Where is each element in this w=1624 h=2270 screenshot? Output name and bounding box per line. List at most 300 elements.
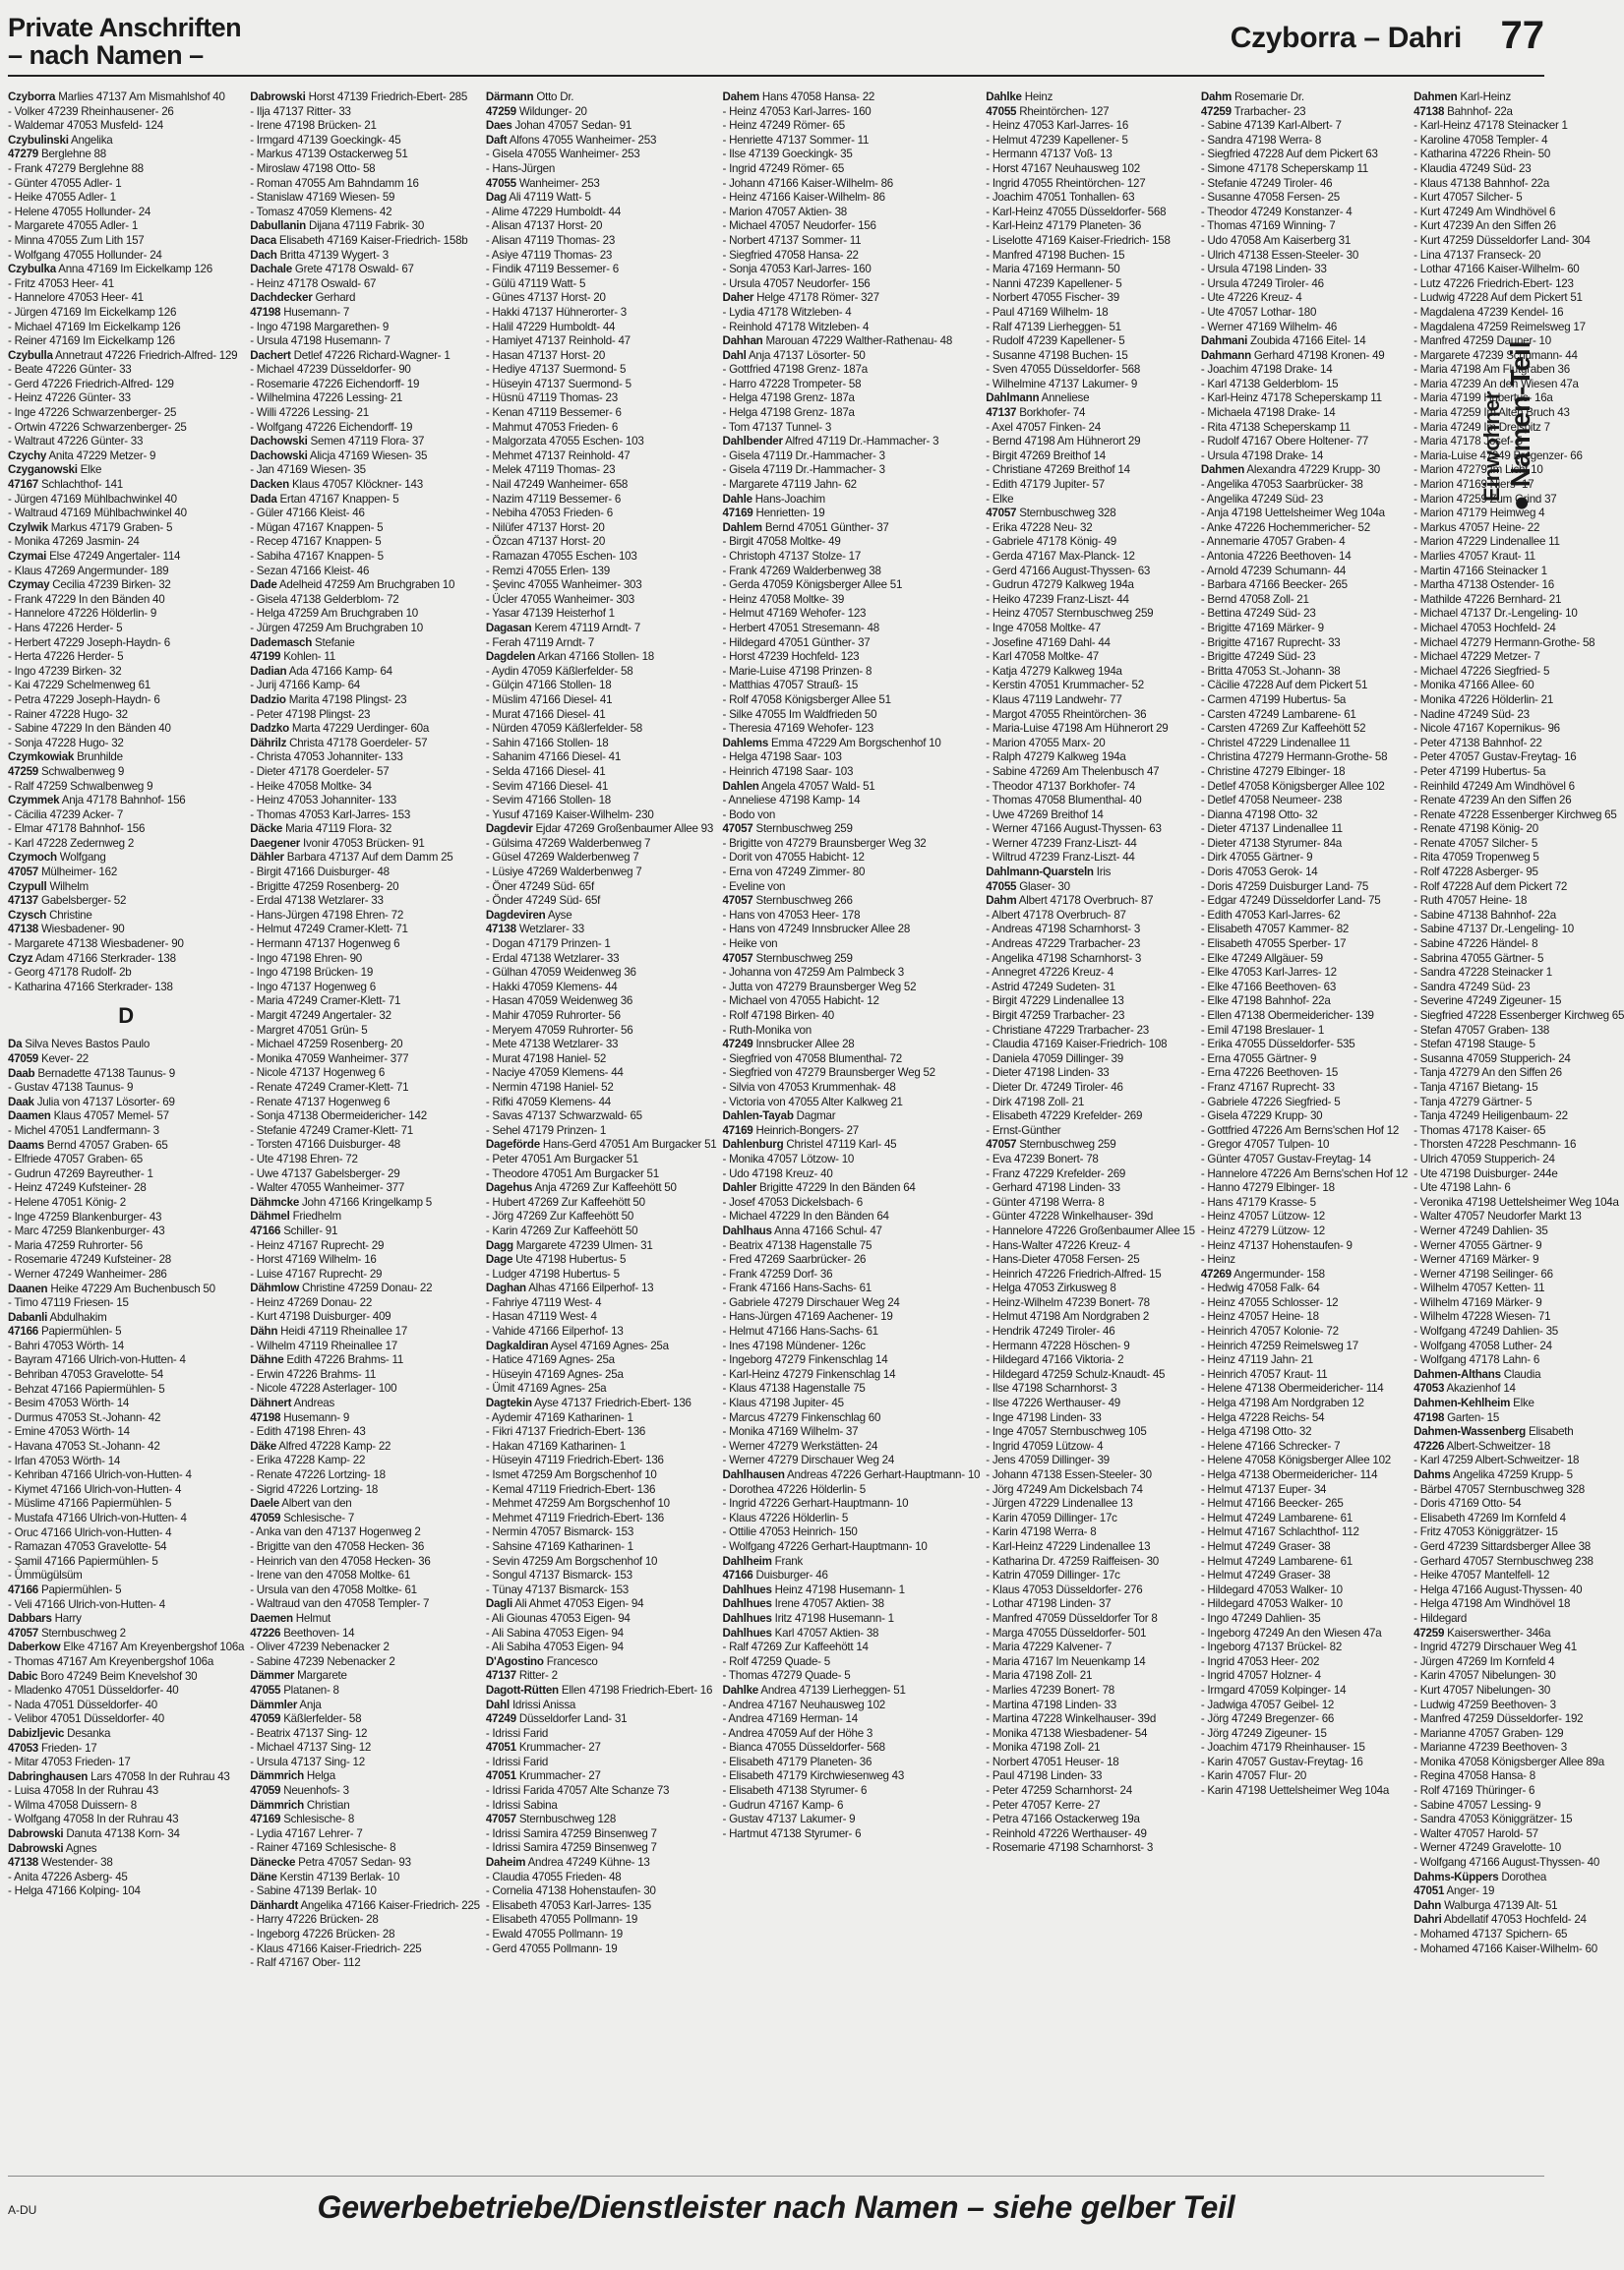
directory-entry: - Elke 47053 Karl-Jarres- 12	[1200, 966, 1337, 980]
directory-entry: - Helga 47198 Am Nordgraben 12	[1200, 1397, 1364, 1410]
directory-entry: - Helene 47058 Königsberger Allee 102	[1200, 1454, 1391, 1467]
directory-entry: - Erdal 47138 Wetzlarer- 33	[485, 951, 620, 965]
directory-entry: 47057 Sternbuschweg 259	[986, 1138, 1116, 1152]
directory-entry: - Heinz 47269 Donau- 22	[250, 1295, 373, 1309]
directory-entry: - Brigitte 47259 Rosenberg- 20	[250, 879, 399, 893]
directory-entry: - Klaus 47226 Hölderlin- 5	[722, 1511, 849, 1524]
directory-entry: - Magdalena 47259 Reimelsweg 17	[1413, 320, 1586, 333]
directory-entry: 47198 Husemann- 7	[250, 305, 350, 319]
directory-entry: - Sabine 47057 Lessing- 9	[1413, 1798, 1541, 1812]
directory-entry: - Wolfgang 47226 Gerhart-Hauptmann- 10	[722, 1539, 928, 1553]
directory-entry: - Harro 47228 Trompeter- 58	[722, 377, 862, 390]
directory-entry: - Oruc 47166 Ulrich-von-Hutten- 4	[8, 1525, 172, 1539]
directory-entry: - Victoria von 47055 Alter Kalkweg 21	[722, 1095, 903, 1108]
directory-entry: - Renate 47057 Silcher- 5	[1413, 836, 1538, 850]
directory-entry: - Monika 47198 Zoll- 21	[986, 1741, 1101, 1755]
directory-entry: Dabanli Abdulhakim	[8, 1310, 107, 1324]
directory-entry: - Christel 47229 Lindenallee 11	[1200, 736, 1351, 749]
directory-entry: - Hildegard 47051 Günther- 37	[722, 635, 871, 649]
directory-entry: - Fahriye 47119 West- 4	[485, 1295, 602, 1309]
directory-entry: 47279 Berglehne 88	[8, 148, 106, 161]
directory-entry: Dahhan Marouan 47229 Walther-Rathenau- 48	[722, 334, 953, 348]
directory-entry: - Nicole 47167 Kopernikus- 96	[1413, 722, 1560, 736]
directory-entry: - Uwe 47137 Gabelsberger- 29	[250, 1166, 400, 1180]
directory-entry: Czymoch Wolfgang	[8, 851, 106, 865]
directory-entry: - Sabine 47138 Bahnhof- 22a	[1413, 908, 1556, 922]
directory-entry: - Heinz 47055 Schlosser- 12	[1200, 1295, 1339, 1309]
section-letter: D	[118, 1003, 134, 1029]
directory-entry: - Christine 47279 Elbinger- 18	[1200, 764, 1346, 778]
directory-entry: - Cäcilie 47228 Auf dem Pickert 51	[1200, 679, 1368, 692]
directory-entry: - Kurt 47259 Düsseldorfer Land- 304	[1413, 233, 1591, 247]
directory-column	[1201, 90, 1408, 2164]
directory-entry: 47059 Schlesische- 7	[250, 1511, 355, 1524]
directory-entry: - Ingo 47198 Margarethen- 9	[250, 320, 390, 333]
directory-entry: - Ramazan 47055 Eschen- 103	[485, 550, 637, 563]
directory-entry: - Veronika 47198 Uettelsheimer Weg 104a	[1413, 1195, 1619, 1209]
directory-entry: - Angelika 47198 Scharnhorst- 3	[986, 951, 1142, 965]
directory-entry: - Wilma 47058 Duissern- 8	[8, 1798, 137, 1812]
directory-entry: - Sandra 47198 Werra- 8	[1200, 133, 1322, 147]
directory-entry: 47166 Schiller- 91	[250, 1224, 338, 1237]
directory-entry: - Ursula 47137 Sing- 12	[250, 1755, 365, 1768]
directory-entry: Dänecke Petra 47057 Sedan- 93	[250, 1856, 411, 1870]
footer-note: Gewerbebetriebe/Dienstleister nach Namen – siehe gelber Teil	[317, 2189, 1235, 2225]
directory-entry: - Kenan 47119 Bessemer- 6	[485, 406, 622, 420]
directory-entry: - Behzat 47166 Papiermühlen- 5	[8, 1382, 165, 1396]
directory-entry: - Idrissi Farid	[485, 1755, 549, 1768]
directory-entry: - Marga 47055 Düsseldorfer- 501	[986, 1626, 1147, 1640]
directory-entry: - Elisabeth 47055 Sperber- 17	[1200, 937, 1347, 951]
directory-entry: - Gottfried 47226 Am Berns'schen Hof 12	[1200, 1123, 1400, 1137]
directory-entry: Dahlmann Anneliese	[986, 391, 1090, 405]
directory-entry: - Idrissi Farida 47057 Alte Schanze 73	[485, 1784, 670, 1798]
directory-entry: - Nail 47249 Wanheimer- 658	[485, 478, 629, 492]
directory-entry: - Hans von 47249 Innsbrucker Allee 28	[722, 923, 911, 936]
directory-entry: - Marc 47259 Blankenburger- 43	[8, 1225, 165, 1238]
directory-entry: - Sehel 47179 Prinzen- 1	[485, 1123, 607, 1137]
directory-entry: 47137 Gabelsberger- 52	[8, 894, 127, 908]
directory-entry: - Margarete 47119 Jahn- 62	[722, 478, 857, 492]
directory-entry: - Werner 47166 August-Thyssen- 63	[986, 822, 1162, 836]
directory-entry: - Jadwiga 47057 Geibel- 12	[1200, 1698, 1335, 1711]
directory-entry: - Renate 47249 Cramer-Klett- 71	[250, 1080, 409, 1094]
directory-entry: - Renate 47198 König- 20	[1413, 822, 1538, 836]
directory-entry: - Elke 47198 Bahnhof- 22a	[1200, 994, 1331, 1008]
directory-entry: - Brigitte 47167 Ruprecht- 33	[1200, 635, 1341, 649]
directory-entry: - Lydia 47167 Lehrer- 7	[250, 1826, 363, 1840]
directory-entry: - Mohamed 47137 Spichern- 65	[1413, 1928, 1568, 1941]
directory-entry: - Dieter 47138 Styrumer- 84a	[1200, 836, 1342, 850]
directory-entry: - Elisabeth 47179 Kirchwiesenweg 43	[722, 1769, 905, 1783]
directory-entry: - Alisan 47119 Thomas- 23	[485, 233, 616, 247]
directory-entry: - Günter 47057 Gustav-Freytag- 14	[1200, 1152, 1371, 1165]
directory-entry: Dähler Barbara 47137 Auf dem Damm 25	[250, 851, 453, 865]
directory-entry: 47059 Käßlerfelder- 58	[250, 1712, 362, 1726]
directory-entry: - Maria 47229 Kalvener- 7	[986, 1641, 1113, 1654]
directory-entry: - Marie-Luise 47198 Prinzen- 8	[722, 664, 872, 678]
directory-entry: - Ingo 47249 Dahlien- 35	[1200, 1611, 1321, 1625]
directory-entry: - Beate 47226 Günter- 33	[8, 363, 132, 377]
directory-entry: - Helga 47228 Reichs- 54	[1200, 1410, 1325, 1424]
directory-entry: - Gerhard 47198 Linden- 33	[986, 1181, 1120, 1195]
directory-column	[250, 90, 480, 2164]
directory-entry: - Rita 47059 Tropenweg 5	[1413, 851, 1539, 865]
directory-entry: - Reinhold 47178 Witzleben- 4	[722, 320, 870, 333]
directory-entry: - Marion 47055 Marx- 20	[986, 736, 1106, 749]
directory-entry: - Nazim 47119 Bessemer- 6	[485, 492, 622, 506]
directory-entry: - Gerda 47059 Königsberger Allee 51	[722, 578, 903, 592]
directory-entry: - Hüseyin 47119 Friedrich-Ebert- 136	[485, 1454, 664, 1467]
directory-entry: - Michaela 47198 Drake- 14	[1200, 406, 1336, 420]
directory-entry: - Aydin 47059 Käßlerfelder- 58	[485, 664, 633, 678]
directory-entry: - Detlef 47058 Königsberger Allee 102	[1200, 779, 1385, 793]
directory-entry: - Mügan 47167 Knappen- 5	[250, 520, 384, 534]
directory-entry: - Peter 47199 Hubertus- 5a	[1413, 764, 1546, 778]
directory-entry: Dach Britta 47139 Wygert- 3	[250, 248, 389, 262]
directory-entry: - Helene 47055 Hollunder- 24	[8, 205, 151, 218]
directory-entry: - Ali Giounas 47053 Eigen- 94	[485, 1611, 631, 1625]
directory-entry: - Jörg 47269 Zur Kaffeehött 50	[485, 1210, 634, 1224]
directory-entry: - Mathilde 47226 Bernhard- 21	[1413, 592, 1562, 606]
directory-entry: - Anita 47226 Asberg- 45	[8, 1870, 128, 1883]
directory-entry: - Rudolf 47239 Kapellener- 5	[986, 334, 1125, 348]
directory-entry: - Heinz 47249 Kufsteiner- 28	[8, 1181, 147, 1195]
directory-entry: - Herbert 47229 Joseph-Haydn- 6	[8, 635, 170, 649]
directory-entry: - Günter 47055 Adler- 1	[8, 176, 122, 190]
directory-entry: - Peter 47051 Am Burgacker 51	[485, 1152, 638, 1165]
directory-entry: - Martha 47138 Ostender- 16	[1413, 578, 1554, 592]
directory-entry: - Heinz 47057 Sternbuschweg 259	[986, 607, 1154, 621]
directory-entry: - Yusuf 47169 Kaiser-Wilhelm- 230	[485, 807, 654, 821]
directory-entry: Dahlhues Karl 47057 Aktien- 38	[722, 1626, 879, 1640]
directory-entry: Dahlhues Iritz 47198 Husemann- 1	[722, 1611, 894, 1625]
directory-entry: - Susanne 47058 Fersen- 25	[1200, 191, 1340, 205]
directory-entry: - Peter 47057 Kerre- 27	[986, 1798, 1101, 1812]
directory-entry: - Ilse 47226 Werthauser- 49	[986, 1397, 1120, 1410]
directory-entry: - Ralf 47269 Zur Kaffeehött 14	[722, 1641, 869, 1654]
directory-entry: Dage Ute 47198 Hubertus- 5	[485, 1253, 627, 1267]
directory-entry: Dagtekin Ayse 47137 Friedrich-Ebert- 136	[485, 1397, 692, 1410]
directory-entry: - Erwin 47226 Brahms- 11	[250, 1367, 377, 1381]
directory-entry: - Manfred 47198 Buchen- 15	[986, 248, 1125, 262]
directory-entry: - Hanno 47279 Elbinger- 18	[1200, 1181, 1335, 1195]
directory-entry: Czymkowiak Brunhilde	[8, 750, 123, 764]
directory-entry: - Stefan 47198 Stauge- 5	[1413, 1038, 1535, 1051]
directory-entry: - Thorsten 47228 Peschmann- 16	[1413, 1138, 1577, 1152]
directory-entry: Czyborra Marlies 47137 Am Mismahlshof 40	[8, 90, 225, 103]
directory-entry: - Doris 47053 Gerok- 14	[1200, 866, 1318, 879]
directory-entry: - Gabriele 47178 König- 49	[986, 535, 1116, 549]
directory-entry: - Heinrich 47198 Saar- 103	[722, 764, 854, 778]
directory-entry: - Maria-Luise 47249 Bregenzer- 66	[1413, 448, 1583, 462]
directory-entry: - Beatrix 47137 Sing- 12	[250, 1726, 368, 1740]
directory-entry: - Nermin 47198 Haniel- 52	[485, 1080, 614, 1094]
directory-entry: - Dorit von 47055 Habicht- 12	[722, 851, 865, 865]
directory-entry: Dahlhues Irene 47057 Aktien- 38	[722, 1597, 884, 1611]
directory-entry: Dahmen-Wassenberg Elisabeth	[1413, 1425, 1574, 1439]
directory-entry: - Margot 47055 Rheintörchen- 36	[986, 707, 1147, 721]
directory-entry: Dahri Abdellatif 47053 Hochfeld- 24	[1413, 1913, 1587, 1927]
directory-entry: - Werner 47279 Werkstätten- 24	[722, 1439, 878, 1453]
directory-entry: - Paul 47169 Wilhelm- 18	[986, 305, 1109, 319]
directory-entry: - Rolf 47228 Auf dem Pickert 72	[1413, 879, 1568, 893]
directory-entry: Dadian Ada 47166 Kamp- 64	[250, 664, 392, 678]
directory-entry: Daamen Klaus 47057 Memel- 57	[8, 1109, 169, 1123]
directory-entry: - Helga 47053 Zirkusweg 8	[986, 1282, 1116, 1295]
directory-entry: - Michael 47259 Rosenberg- 20	[250, 1038, 403, 1051]
directory-entry: - Kai 47229 Schelmenweg 61	[8, 679, 150, 692]
directory-entry: - Liselotte 47169 Kaiser-Friedrich- 158	[986, 233, 1171, 247]
directory-entry: - Werner 47198 Seilinger- 66	[1413, 1267, 1553, 1281]
directory-entry: - Ute 47198 Ehren- 72	[250, 1152, 358, 1165]
directory-entry: - Thomas 47053 Karl-Jarres- 153	[250, 807, 411, 821]
directory-entry: 47057 Sternbuschweg 2	[8, 1626, 126, 1640]
directory-entry: - Elisabeth 47055 Pollmann- 19	[485, 1913, 638, 1927]
directory-entry: - Angelika 47053 Saarbrücker- 38	[1200, 478, 1363, 492]
directory-entry: 47053 Frieden- 17	[8, 1741, 97, 1755]
directory-entry: - Jürgen 47269 Im Kornfeld 4	[1413, 1654, 1555, 1668]
directory-entry: - Maria 47249 Im Dreispitz 7	[1413, 420, 1550, 434]
directory-entry: 47055 Rheintörchen- 127	[986, 104, 1110, 118]
directory-entry: - Ruth-Monika von	[722, 1023, 812, 1037]
directory-entry: - Matthias 47057 Strauß- 15	[722, 679, 859, 692]
directory-entry: - Idrissi Farid	[485, 1726, 549, 1740]
directory-entry: - Fritz 47053 Königgrätzer- 15	[1413, 1525, 1558, 1539]
directory-entry: - Mahir 47059 Ruhrorter- 56	[485, 1009, 621, 1022]
directory-entry: - Jürgen 47259 Am Bruchgraben 10	[250, 621, 423, 634]
directory-entry: - Ursula 47057 Neudorfer- 156	[722, 276, 871, 290]
directory-entry: Dahlen Angela 47057 Wald- 51	[722, 779, 875, 793]
directory-entry: - Idrissi Sabina	[485, 1798, 558, 1812]
directory-entry: - Monika 47138 Wiesbadener- 54	[986, 1726, 1148, 1740]
directory-entry: - Reinhold 47226 Werthauser- 49	[986, 1826, 1147, 1840]
directory-entry: - Şevinc 47055 Wanheimer- 303	[485, 578, 642, 592]
directory-entry: - Arnold 47239 Schumann- 44	[1200, 564, 1347, 577]
directory-entry: - Gülsima 47269 Walderbenweg 7	[485, 836, 651, 850]
directory-entry: - Ernst-Günther	[986, 1123, 1061, 1137]
directory-entry: - Karl-Heinz 47179 Planeten- 36	[986, 219, 1142, 233]
directory-entry: - Wolfgang 47058 Luther- 24	[1413, 1339, 1552, 1352]
directory-entry: - Klaus 47138 Hagenstalle 75	[722, 1382, 866, 1396]
directory-entry: - Sabine 47226 Händel- 8	[1413, 937, 1538, 951]
directory-entry: - Gülçin 47166 Stollen- 18	[485, 679, 612, 692]
directory-entry: - Ute 47226 Kreuz- 4	[1200, 291, 1302, 305]
directory-entry: - Sandra 47053 Königgrätzer- 15	[1413, 1813, 1573, 1826]
directory-entry: Dachowski Alicja 47169 Wiesen- 35	[250, 448, 428, 462]
directory-entry: - Horst 47239 Hochfeld- 123	[722, 650, 860, 664]
directory-entry: Dahmann Gerhard 47198 Kronen- 49	[1200, 348, 1385, 362]
directory-entry: - Maria 47199 Hubertus- 16a	[1413, 391, 1553, 405]
directory-entry: - Erdal 47138 Wetzlarer- 33	[250, 894, 384, 908]
directory-entry: - Karin 47057 Gustav-Freytag- 16	[1200, 1755, 1363, 1768]
directory-entry: - Karl-Heinz 47229 Lindenallee 13	[986, 1539, 1151, 1553]
directory-entry: - Ursula 47198 Drake- 14	[1200, 448, 1324, 462]
directory-entry: - Karl-Heinz 47178 Steinacker 1	[1413, 119, 1568, 133]
directory-entry: - Brigitte 47249 Süd- 23	[1200, 650, 1316, 664]
directory-entry: 47269 Angermunder- 158	[1200, 1267, 1325, 1281]
directory-entry: - Katharina 47166 Sterkrader- 138	[8, 980, 173, 993]
directory-entry: - Hubert 47269 Zur Kaffeehött 50	[485, 1195, 645, 1209]
directory-entry: - Idrissi Samira 47259 Binsenweg 7	[485, 1841, 657, 1855]
directory-entry: - Michael 47226 Siegfried- 5	[1413, 664, 1550, 678]
directory-entry: - Gustav 47138 Taunus- 9	[8, 1081, 134, 1095]
directory-entry: - Helmut 47239 Kapellener- 5	[986, 133, 1128, 147]
directory-entry: - Hakan 47169 Katharinen- 1	[485, 1439, 626, 1453]
directory-entry: - Elisabeth 47269 Im Kornfeld 4	[1413, 1511, 1566, 1524]
directory-entry: - Maria 47259 Ruhrorter- 56	[8, 1238, 143, 1252]
directory-entry: - Fritz 47053 Heer- 41	[8, 276, 114, 290]
directory-entry: - Miroslaw 47198 Otto- 58	[250, 161, 376, 175]
section-tab-line1: Einwohner	[1479, 390, 1504, 502]
directory-entry: - Tanja 47279 Gärtner- 5	[1413, 1095, 1533, 1108]
directory-entry: - Renate 47226 Lortzing- 18	[250, 1468, 386, 1481]
directory-entry: 47169 Henrietten- 19	[722, 507, 825, 520]
directory-entry: - Doris 47259 Duisburger Land- 75	[1200, 879, 1369, 893]
directory-entry: - Karl-Heinz 47055 Düsseldorfer- 568	[986, 205, 1167, 218]
directory-entry: - Hendrik 47249 Tiroler- 46	[986, 1325, 1115, 1339]
directory-entry: Dahms Angelika 47259 Krupp- 5	[1413, 1468, 1573, 1481]
directory-entry: - Mustafa 47166 Ulrich-von-Hutten- 4	[8, 1512, 187, 1524]
directory-entry: Daegener Ivonir 47053 Brücken- 91	[250, 836, 425, 850]
directory-entry: Däke Alfred 47228 Kamp- 22	[250, 1439, 391, 1453]
directory-entry: Dag Ali 47119 Watt- 5	[485, 191, 591, 205]
directory-entry: - Naciye 47059 Klemens- 44	[485, 1066, 624, 1080]
directory-entry: - Katharina 47226 Rhein- 50	[1413, 148, 1551, 161]
directory-entry: - Jürgen 47169 Mühlbachwinkel 40	[8, 492, 177, 506]
directory-entry: - Renate 47137 Hogenweg 6	[250, 1095, 391, 1108]
directory-entry: - Hannelore 47053 Heer- 41	[8, 291, 144, 305]
directory-entry: Dadzio Marita 47198 Plingst- 23	[250, 692, 407, 706]
directory-entry: - Wilhelmine 47137 Lakumer- 9	[986, 377, 1138, 390]
directory-entry: Dähne Edith 47226 Brahms- 11	[250, 1353, 404, 1367]
directory-entry: - Ingeborg 47249 An den Wiesen 47a	[1200, 1626, 1382, 1640]
directory-entry: - Cäcilia 47239 Acker- 7	[8, 807, 124, 821]
directory-entry: - Ellen 47138 Obermeidericher- 139	[1200, 1009, 1374, 1022]
directory-entry: - Hüseyin 47169 Agnes- 25a	[485, 1367, 624, 1381]
directory-entry: - Irene van den 47058 Moltke- 61	[250, 1569, 411, 1583]
directory-entry: - Sabine 47139 Karl-Albert- 7	[1200, 119, 1342, 133]
directory-entry: - Ingo 47198 Brücken- 19	[250, 966, 374, 980]
directory-entry: - Fikri 47137 Friedrich-Ebert- 136	[485, 1425, 646, 1439]
directory-entry: Daak Julia von 47137 Lösorter- 69	[8, 1095, 175, 1108]
directory-entry: Dabrowski Horst 47139 Friedrich-Ebert- 285	[250, 90, 468, 103]
directory-entry: Däcke Maria 47119 Flora- 32	[250, 822, 392, 836]
directory-entry: - Elke 47249 Allgäuer- 59	[1200, 951, 1323, 965]
directory-entry: - Marion 47169 Niers- 17	[1413, 478, 1534, 492]
directory-entry: - Hans-Dieter 47058 Fersen- 25	[986, 1253, 1140, 1267]
directory-entry: - Halil 47229 Humboldt- 44	[485, 320, 616, 333]
directory-entry: - Detlef 47058 Neumeer- 238	[1200, 794, 1343, 807]
directory-entry: - Elisabeth 47138 Styrumer- 6	[722, 1784, 868, 1798]
directory-entry: - Helmut 47249 Lambarene- 61	[1200, 1511, 1353, 1524]
directory-entry: - Peter 47259 Scharnhorst- 24	[986, 1784, 1132, 1798]
directory-entry: - Ursula 47198 Linden- 33	[1200, 263, 1327, 276]
directory-entry: - Rolf 47198 Birken- 40	[722, 1009, 834, 1022]
directory-entry: Dahlem Bernd 47051 Günther- 37	[722, 520, 889, 534]
directory-entry: - Joachim 47179 Rheinhauser- 15	[1200, 1741, 1365, 1755]
directory-entry: - Gisela 47119 Dr.-Hammacher- 3	[722, 448, 885, 462]
directory-entry: - Oliver 47239 Nebenacker 2	[250, 1641, 390, 1654]
directory-entry: - Eveline von	[722, 879, 786, 893]
directory-entry: - Christa 47053 Johanniter- 133	[250, 750, 403, 764]
directory-entry: - Theodor 47249 Konstanzer- 4	[1200, 205, 1353, 218]
directory-entry: - Meryem 47059 Ruhrorter- 56	[485, 1023, 633, 1037]
directory-entry: - Manfred 47059 Düsseldorfer Tor 8	[986, 1611, 1158, 1625]
directory-entry: - Kurt 47239 An den Siffen 26	[1413, 219, 1556, 233]
directory-entry: - Güsel 47269 Walderbenweg 7	[485, 851, 639, 865]
directory-entry: - Erika 47055 Düsseldorfer- 535	[1200, 1038, 1355, 1051]
directory-entry: - Inge 47057 Sternbuschweg 105	[986, 1425, 1147, 1439]
directory-entry: - Heinz 47249 Römer- 65	[722, 119, 845, 133]
directory-entry: - Margret 47051 Grün- 5	[250, 1023, 368, 1037]
directory-entry: - Sonja 47138 Obermeidericher- 142	[250, 1109, 427, 1123]
directory-entry: - Siegfried 47058 Hansa- 22	[722, 248, 859, 262]
directory-entry: - Maria 47178 Josef- 5	[1413, 435, 1523, 448]
directory-entry: - Franz 47167 Ruprecht- 33	[1200, 1080, 1335, 1094]
directory-entry: - Nicole 47228 Asterlager- 100	[250, 1382, 397, 1396]
directory-entry: - Marion 47229 Lindenallee 11	[1413, 535, 1560, 549]
directory-entry: - Andrea 47169 Herman- 14	[722, 1712, 858, 1726]
directory-entry: - Helene 47051 König- 2	[8, 1195, 126, 1209]
directory-entry: 47226 Albert-Schweitzer- 18	[1413, 1439, 1551, 1453]
directory-entry: - Werner 47239 Franz-Liszt- 44	[986, 836, 1137, 850]
directory-entry: Daams Bernd 47057 Graben- 65	[8, 1138, 168, 1152]
directory-entry: - Michael 47239 Düsseldorfer- 90	[250, 363, 411, 377]
directory-entry: - Michael 47053 Hochfeld- 24	[1413, 621, 1556, 634]
directory-entry: - Ramazan 47053 Gravelotte- 54	[8, 1540, 167, 1554]
directory-entry: - Inge 47198 Linden- 33	[986, 1410, 1102, 1424]
directory-entry: Dahem Hans 47058 Hansa- 22	[722, 90, 875, 103]
directory-entry: - Edith 47179 Jupiter- 57	[986, 478, 1105, 492]
directory-entry: Czyganowski Elke	[8, 463, 102, 477]
directory-entry: 47259 Schwalbenweg 9	[8, 764, 125, 778]
directory-entry: - Gerd 47055 Pollmann- 19	[485, 1941, 618, 1955]
directory-entry: - Kurt 47249 Am Windhövel 6	[1413, 205, 1556, 218]
directory-entry: - Jörg 47249 Zigeuner- 15	[1200, 1726, 1327, 1740]
directory-entry: Dachowski Semen 47119 Flora- 37	[250, 435, 425, 448]
directory-entry: - Nermin 47057 Bismarck- 153	[485, 1525, 634, 1539]
directory-entry: - Ludger 47198 Hubertus- 5	[485, 1267, 620, 1281]
directory-entry: - Volker 47239 Rheinhausener- 26	[8, 104, 174, 118]
directory-entry: 47051 Anger- 19	[1413, 1884, 1495, 1898]
directory-entry: - Günter 47228 Winkelhauser- 39d	[986, 1210, 1154, 1224]
directory-entry: - Lothar 47166 Kaiser-Wilhelm- 60	[1413, 263, 1580, 276]
directory-entry: - Marion 47057 Aktien- 38	[722, 205, 847, 218]
directory-entry: - Tanja 47249 Heiligenbaum- 22	[1413, 1109, 1568, 1123]
header-title-line1: Private Anschriften	[8, 13, 242, 42]
directory-column	[8, 90, 244, 2164]
directory-column	[486, 90, 717, 2164]
directory-entry: - Ümit 47169 Agnes- 25a	[485, 1382, 607, 1396]
directory-entry: Dade Adelheid 47259 Am Bruchgraben 10	[250, 578, 455, 592]
directory-entry: - Waltraud van den 47058 Templer- 7	[250, 1597, 430, 1611]
directory-entry: - Marlies 47239 Bonert- 78	[986, 1683, 1114, 1697]
directory-entry: 47055 Platanen- 8	[250, 1683, 339, 1697]
directory-entry: - Wilhelm 47057 Ketten- 11	[1413, 1282, 1545, 1295]
directory-entry: - Ingeborg 47137 Brückel- 82	[1200, 1641, 1343, 1654]
directory-entry: - Gabriele 47279 Dirschauer Weg 24	[722, 1295, 900, 1309]
directory-entry: - Ingrid 47279 Dirschauer Weg 41	[1413, 1641, 1577, 1654]
directory-entry: - Songul 47137 Bismarck- 153	[485, 1569, 632, 1583]
directory-entry: - Yasar 47139 Heisterhof 1	[485, 607, 615, 621]
directory-entry: 47057 Sternbuschweg 128	[485, 1813, 617, 1826]
directory-entry: - Ludwig 47259 Beethoven- 3	[1413, 1698, 1556, 1711]
directory-entry: - Minna 47055 Zum Lith 157	[8, 233, 145, 247]
directory-entry: 47166 Papiermühlen- 5	[8, 1583, 122, 1596]
directory-entry: - Ingo 47239 Birken- 32	[8, 664, 122, 678]
directory-entry: - Marianne 47239 Beethoven- 3	[1413, 1741, 1567, 1755]
